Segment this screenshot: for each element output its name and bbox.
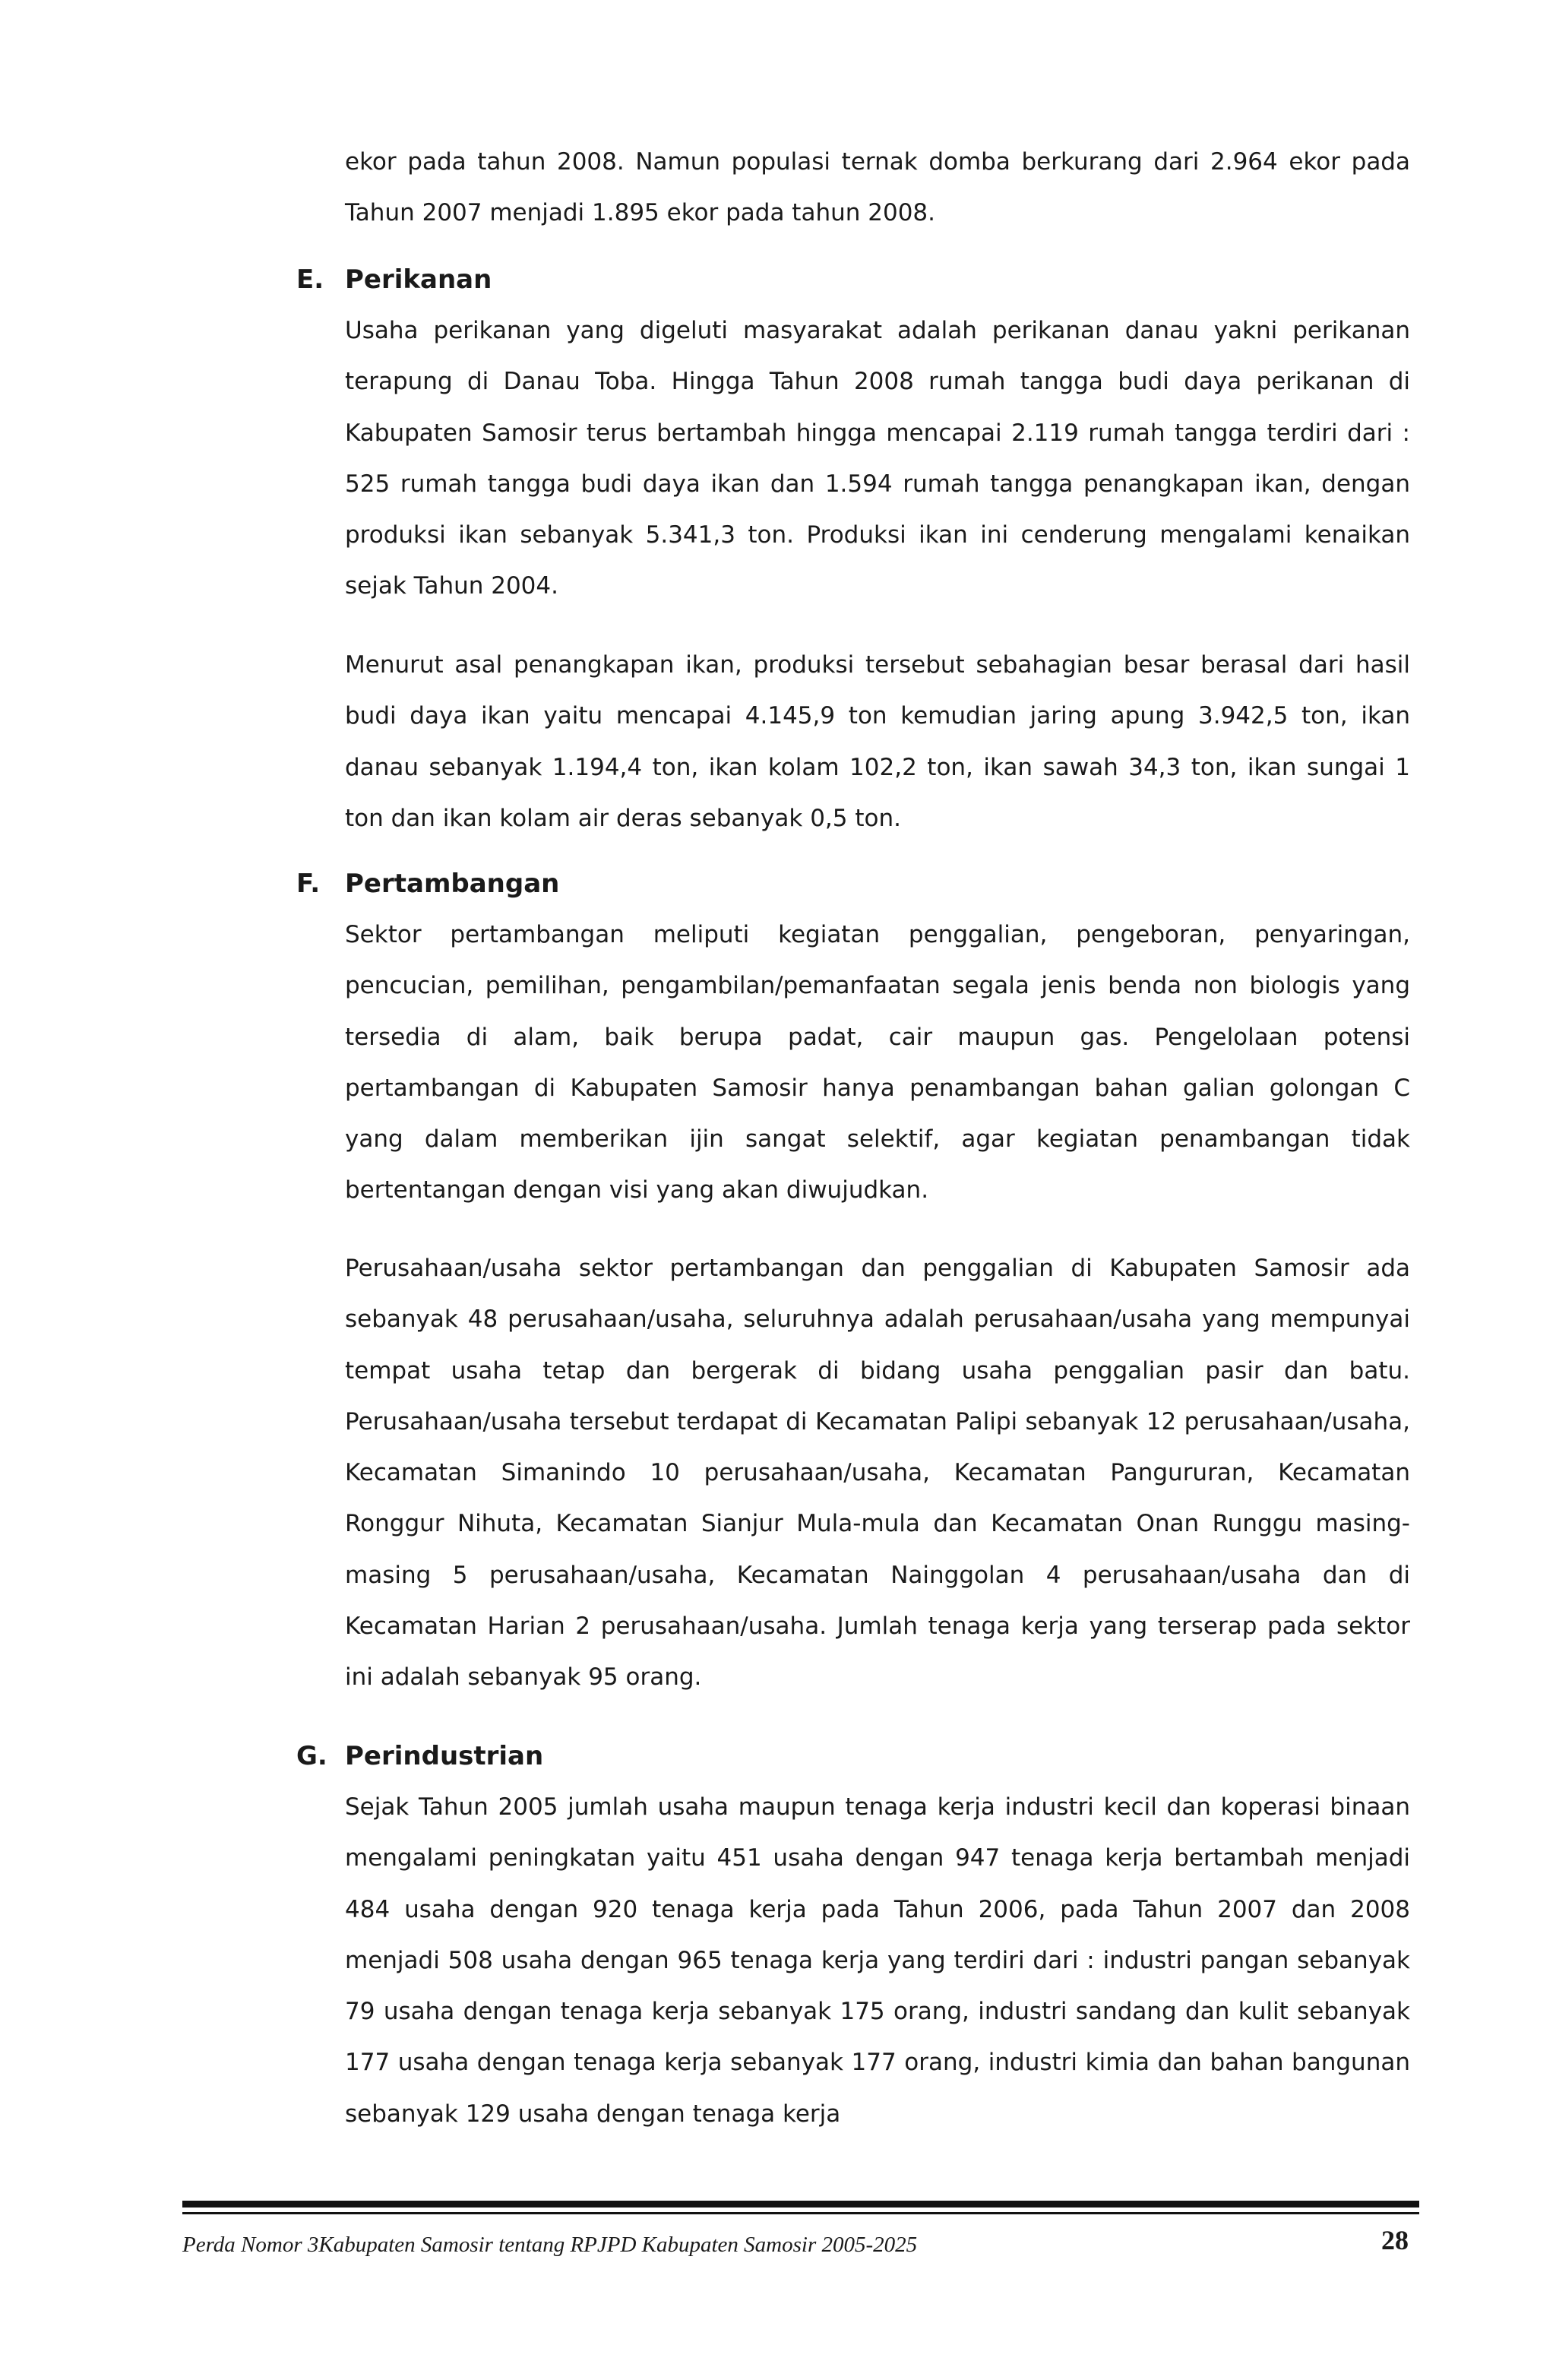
intro-paragraph: ekor pada tahun 2008. Namun populasi ternak domba berkurang dari 2.964 ekor pada Tahun 2007 menjadi 1.895 ekor pada tahun 2008. — [345, 148, 1410, 227]
section-e-title: Perikanan — [345, 264, 492, 295]
section-g-paragraph-1: Sejak Tahun 2005 jumlah usaha maupun tenaga kerja industri kecil dan koperasi binaan mengalami peningkatan yaitu 451 usaha dengan 947 tenaga kerja bertambah menjadi 484 usaha dengan 920 tenaga kerja pada Tahun 2006, pada Tahun 2007 dan 2008 menjadi 508 usaha dengan 965 tenaga kerja yang terdiri dari : industri pangan sebanyak 79 usaha dengan tenaga kerja sebanyak 175 orang, industri sandang dan kulit sebanyak 177 usaha dengan tenaga kerja sebanyak 177 orang, industri kimia dan bahan bangunan sebanyak 129 usaha dengan tenaga kerja — [345, 1793, 1410, 2128]
section-e-paragraph-2: Menurut asal penangkapan ikan, produksi tersebut sebahagian besar berasal dari hasil budi daya ikan yaitu mencapai 4.145,9 ton kemudian jaring apung 3.942,5 ton, ikan danau sebanyak 1.194,4 ton, ikan kolam 102,2 ton, ikan sawah 34,3 ton, ikan sungai 1 ton dan ikan kolam air deras sebanyak 0,5 ton. — [345, 651, 1410, 832]
section-f-letter: F. — [296, 869, 321, 899]
footer-rule-thick — [182, 2201, 1419, 2208]
section-e-letter: E. — [296, 264, 324, 295]
section-f-paragraph-1: Sektor pertambangan meliputi kegiatan penggalian, pengeboran, penyaringan, pencucian, pemilihan, pengambilan/pemanfaatan segala jenis benda non biologis yang tersedia di alam, baik berupa padat, cair maupun gas. Pengelolaan potensi pertambangan di Kabupaten Samosir hanya penambangan bahan galian golongan C yang dalam memberikan ijin sangat selektif, agar kegiatan penambangan tidak bertentangan dengan visi yang akan diwujudkan. — [345, 921, 1410, 1204]
footer-rule-thin — [182, 2212, 1419, 2214]
footer-document-title: Perda Nomor 3Kabupaten Samosir tentang RPJPD Kabupaten Samosir 2005-2025 — [182, 2233, 918, 2257]
section-f-paragraph-2: Perusahaan/usaha sektor pertambangan dan penggalian di Kabupaten Samosir ada sebanyak 48 perusahaan/usaha, seluruhnya adalah perusahaan/usaha yang mempunyai tempat usaha tetap dan bergerak di bidang usaha penggalian pasir dan batu. Perusahaan/usaha tersebut terdapat di Kecamatan Palipi sebanyak 12 perusahaan/usaha, Kecamatan Simanindo 10 perusahaan/usaha, Kecamatan Pangururan, Kecamatan Ronggur Nihuta, Kecamatan Sianjur Mula-mula dan Kecamatan Onan Runggu masing-masing 5 perusahaan/usaha, Kecamatan Nainggolan 4 perusahaan/usaha dan di Kecamatan Harian 2 perusahaan/usaha. Jumlah tenaga kerja yang terserap pada sektor ini adalah sebanyak 95 orang. — [345, 1255, 1410, 1692]
section-e-paragraph-1: Usaha perikanan yang digeluti masyarakat adalah perikanan danau yakni perikanan terapung di Danau Toba. Hingga Tahun 2008 rumah tangga budi daya perikanan di Kabupaten Samosir terus bertambah hingga mencapai 2.119 rumah tangga terdiri dari : 525 rumah tangga budi daya ikan dan 1.594 rumah tangga penangkapan ikan, dengan produksi ikan sebanyak 5.341,3 ton. Produksi ikan ini cenderung mengalami kenaikan sejak Tahun 2004. — [345, 317, 1410, 600]
section-f-title: Pertambangan — [345, 869, 560, 899]
footer-page-number: 28 — [1381, 2225, 1409, 2255]
section-g-letter: G. — [296, 1741, 327, 1771]
section-g-title: Perindustrian — [345, 1741, 544, 1771]
